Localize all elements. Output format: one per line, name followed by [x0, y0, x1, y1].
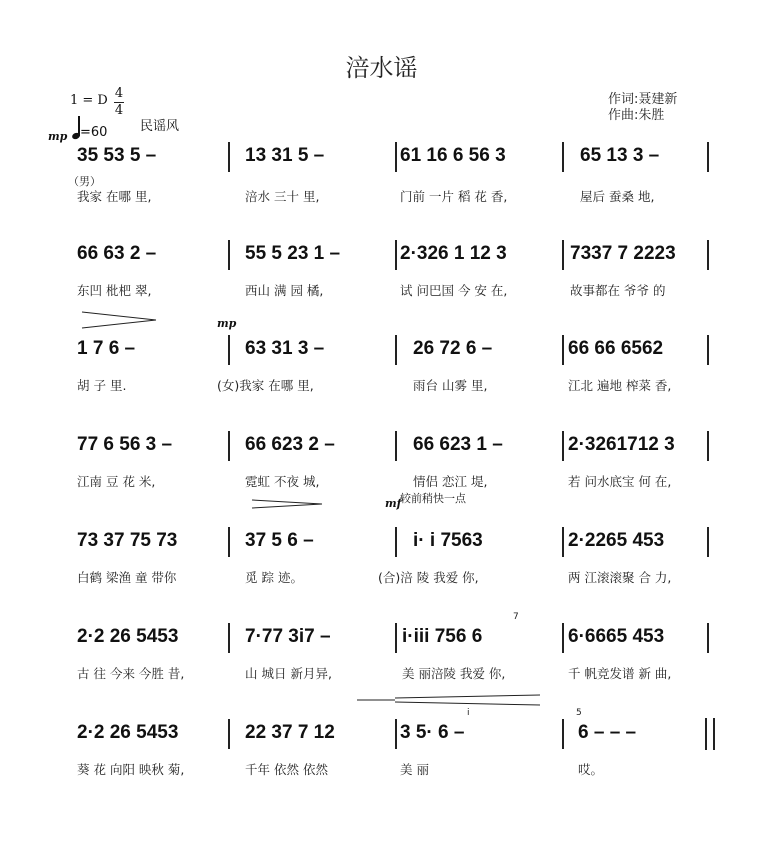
barline — [228, 527, 230, 557]
measure-notes: 37 5 6 – — [245, 530, 314, 551]
lyrics: 两 江滚滚聚 合 力, — [568, 570, 672, 585]
measure-notes: 2·2 26 5453 — [77, 626, 179, 647]
measure-notes: 73 37 75 73 — [77, 530, 178, 551]
time-sig-bottom: 4 — [114, 103, 124, 118]
lyrics: 情侣 恋江 堤, — [413, 474, 488, 489]
lyrics: 觅 踪 迹。 — [245, 570, 303, 585]
dynamic-mf: mf — [385, 497, 402, 510]
barline — [395, 335, 397, 365]
barline — [395, 527, 397, 557]
barline — [395, 623, 397, 653]
dynamic-mp: mp — [217, 317, 237, 330]
barline — [562, 719, 564, 749]
lyrics: 我家 在哪 里, — [77, 189, 152, 204]
lyrics: 江北 遍地 榨菜 香, — [568, 378, 672, 393]
tempo-note: 较前稍快一点 — [400, 492, 466, 505]
barline — [707, 142, 709, 172]
lyrics: 山 城日 新月异, — [245, 666, 332, 681]
barline — [395, 240, 397, 270]
voice-label: （男） — [68, 175, 101, 188]
lyrics: 涪水 三十 里, — [245, 189, 320, 204]
decrescendo-icon — [80, 310, 160, 330]
measure-notes: 22 37 7 12 — [245, 722, 335, 743]
key-signature: 1 = D — [70, 93, 108, 108]
measure-notes: 63 31 3 – — [245, 338, 325, 359]
lyricist: 作词:聂建新 — [608, 92, 678, 107]
lyrics: 葵 花 向阳 映秋 菊, — [77, 762, 185, 777]
barline — [395, 719, 397, 749]
grace-note: 5 — [576, 708, 582, 718]
measure-notes: i· i 7563 — [413, 530, 483, 551]
measure-notes: 3 5· 6 – — [400, 722, 465, 743]
barline — [562, 240, 564, 270]
lyrics: 千 帆竞发谱 新 曲, — [568, 666, 672, 681]
barline — [562, 335, 564, 365]
time-sig-top: 4 — [114, 86, 124, 101]
song-title: 涪水谣 — [345, 54, 418, 82]
barline — [707, 240, 709, 270]
barline — [707, 431, 709, 461]
measure-notes: 2·2265 453 — [568, 530, 665, 551]
barline — [228, 623, 230, 653]
lyrics: 雨台 山雾 里, — [413, 378, 488, 393]
barline — [562, 431, 564, 461]
measure-notes: 55 5 23 1 – — [245, 243, 341, 264]
measure-notes: 26 72 6 – — [413, 338, 493, 359]
lyrics: 美 丽涪陵 我爱 你, — [402, 666, 506, 681]
lyrics: 故事都在 爷爷 的 — [570, 283, 666, 298]
barline — [562, 527, 564, 557]
measure-notes: 66 66 6562 — [568, 338, 664, 359]
measure-notes: 66 623 1 – — [413, 434, 503, 455]
tempo-value: =60 — [80, 125, 108, 140]
lyrics: 若 问水底宝 何 在, — [568, 474, 672, 489]
composer: 作曲:朱胜 — [608, 108, 665, 123]
barline — [707, 527, 709, 557]
lyrics: 白鹤 梁渔 童 带你 — [77, 570, 177, 585]
lyrics: 江南 豆 花 米, — [77, 474, 156, 489]
lyrics: 古 往 今来 今胜 昔, — [77, 666, 185, 681]
measure-notes: 77 6 56 3 – — [77, 434, 173, 455]
measure-notes: i·iii 756 6 — [402, 626, 483, 647]
barline — [228, 335, 230, 365]
grace-note: 7 — [513, 612, 519, 622]
barline — [707, 623, 709, 653]
lyrics: 西山 满 园 橘, — [245, 283, 324, 298]
barline — [707, 335, 709, 365]
lyrics: 霓虹 不夜 城, — [245, 474, 320, 489]
measure-notes: 6·6665 453 — [568, 626, 665, 647]
measure-notes: 7·77 3i7 – — [245, 626, 331, 647]
credits — [608, 92, 677, 124]
lyrics: (合)涪 陵 我爱 你, — [378, 570, 479, 585]
style-marking: 民谣风 — [140, 119, 180, 134]
measure-notes: 65 13 3 – — [580, 145, 660, 166]
lyrics: 门前 一片 稻 花 香, — [400, 189, 508, 204]
barline — [562, 623, 564, 653]
lyrics: 东凹 枇杷 翠, — [77, 283, 152, 298]
measure-notes: 2·2 26 5453 — [77, 722, 179, 743]
barline — [562, 142, 564, 172]
crescendo-icon — [355, 693, 545, 707]
lyrics: 试 问巴国 今 安 在, — [400, 283, 508, 298]
measure-notes: 6 – – – — [578, 722, 637, 743]
lyrics: (女)我家 在哪 里, — [217, 378, 314, 393]
tempo-marking — [72, 120, 107, 140]
decrescendo-icon — [250, 498, 325, 510]
measure-notes: 61 16 6 56 3 — [400, 145, 506, 166]
lyrics: 哎。 — [578, 762, 604, 777]
lyrics: 胡 子 里. — [77, 378, 127, 393]
measure-notes: 13 31 5 – — [245, 145, 325, 166]
measure-notes: 66 623 2 – — [245, 434, 335, 455]
final-barline — [705, 718, 715, 750]
barline — [228, 431, 230, 461]
barline — [228, 240, 230, 270]
lyrics: 屋后 蚕桑 地, — [580, 189, 655, 204]
time-signature — [114, 86, 124, 119]
barline — [228, 142, 230, 172]
quarter-note-icon — [72, 120, 80, 140]
measure-notes: 35 53 5 – — [77, 145, 157, 166]
dynamic-mp: mp — [48, 130, 68, 143]
grace-note: i — [467, 708, 470, 718]
barline — [395, 431, 397, 461]
lyrics: 美 丽 — [400, 762, 429, 777]
lyrics: 千年 依然 依然 — [245, 762, 328, 777]
measure-notes: 1 7 6 – — [77, 338, 136, 359]
barline — [395, 142, 397, 172]
measure-notes: 7337 7 2223 — [570, 243, 676, 264]
measure-notes: 66 63 2 – — [77, 243, 157, 264]
barline — [228, 719, 230, 749]
measure-notes: 2·326 1 12 3 — [400, 243, 507, 264]
measure-notes: 2·3261712 3 — [568, 434, 675, 455]
